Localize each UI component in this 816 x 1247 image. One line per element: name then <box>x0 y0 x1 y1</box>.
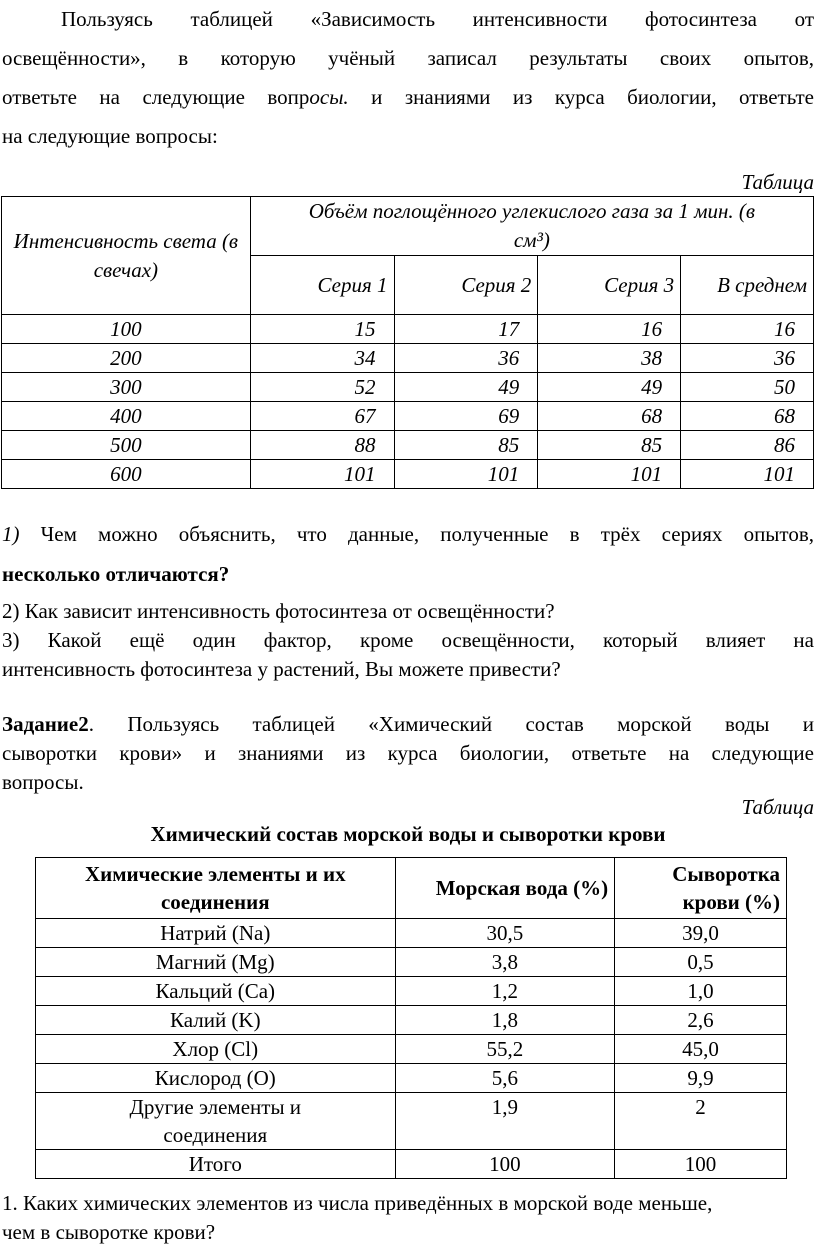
table-row: 300 52 49 49 50 <box>2 373 814 402</box>
task2-line-1: . Пользуясь таблицей «Химический состав морской воды и <box>88 712 814 736</box>
task2-paragraph <box>2 710 814 797</box>
subheader-series-2: Серия 2 <box>394 256 538 315</box>
intro-paragraph <box>2 0 814 156</box>
question-1 <box>2 512 814 596</box>
task2-line-3: вопросы. <box>2 770 84 794</box>
photosynthesis-table <box>1 196 814 489</box>
table1-caption: Таблица <box>741 170 814 194</box>
subheader-series-1: Серия 1 <box>250 256 394 315</box>
chemical-composition-table <box>35 857 787 1179</box>
table-row: Хлор (Cl) 55,2 45,0 <box>36 1035 787 1064</box>
question-2: 2) Как зависит интенсивность фотосинтеза от освещённости? <box>2 599 555 623</box>
subheader-average: В среднем <box>681 256 814 315</box>
table-row: Калий (K) 1,8 2,6 <box>36 1006 787 1035</box>
final-question <box>2 1189 814 1247</box>
table-row: 500 88 85 85 86 <box>2 431 814 460</box>
header-co2-volume: Объём поглощённого углекислого газа за 1 мин. (в см³) <box>250 197 813 256</box>
table2-title: Химический состав морской воды и сыворотки крови <box>150 822 666 846</box>
table-row: Другие элементы и соединения 1,9 2 <box>36 1093 787 1150</box>
table-row: 200 34 36 38 36 <box>2 344 814 373</box>
question-1-number: 1) <box>2 522 20 546</box>
table2-caption: Таблица <box>741 795 814 819</box>
table-row: 100 15 17 16 16 <box>2 315 814 344</box>
question-1-text: Чем можно объяснить, что данные, полученные в трёх сериях опытов, <box>19 522 814 546</box>
header-light-intensity: Интенсивность света (в свечах) <box>2 197 251 315</box>
task2-label: Задание2 <box>2 712 89 736</box>
intro-line-3a: ответьте на следующие вопр <box>2 85 310 109</box>
question-1-bold: несколько отличаются? <box>2 562 230 586</box>
subheader-series-3: Серия 3 <box>538 256 681 315</box>
table-row: Итого 100 100 <box>36 1150 787 1179</box>
intro-line-1: Пользуясь таблицей «Зависимость интенсивности фотосинтеза от <box>61 7 814 31</box>
table-row: Кислород (O) 5,6 9,9 <box>36 1064 787 1093</box>
table-row: 600 101 101 101 101 <box>2 460 814 489</box>
final-question-line-2: чем в сыворотке крови? <box>2 1220 216 1244</box>
table-row: Кальций (Ca) 1,2 1,0 <box>36 977 787 1006</box>
intro-line-4: на следующие вопросы: <box>2 124 218 148</box>
intro-line-3c: и знаниями из курса биологии, ответьте <box>348 85 815 109</box>
final-question-line-1: 1. Каких химических элементов из числа приведённых в морской воде меньше, <box>2 1191 713 1215</box>
table-row: Магний (Mg) 3,8 0,5 <box>36 948 787 977</box>
table-row: 400 67 69 68 68 <box>2 402 814 431</box>
table-row: Натрий (Na) 30,5 39,0 <box>36 919 787 948</box>
header-elements: Химические элементы и их соединения <box>36 858 396 919</box>
intro-line-3b: осы. <box>309 85 349 109</box>
question-3 <box>2 626 814 684</box>
intro-line-2: освещённости», в которую учёный записал результаты своих опытов, <box>2 46 814 70</box>
header-blood-serum: Сыворотка крови (%) <box>615 858 787 919</box>
question-3-line-2: интенсивность фотосинтеза у растений, Вы можете привести? <box>2 657 561 681</box>
question-3-line-1: 3) Какой ещё один фактор, кроме освещённости, который влияет на <box>2 628 814 652</box>
task2-line-2: сыворотки крови» и знаниями из курса биологии, ответьте на следующие <box>2 741 814 765</box>
header-sea-water: Морская вода (%) <box>395 858 615 919</box>
